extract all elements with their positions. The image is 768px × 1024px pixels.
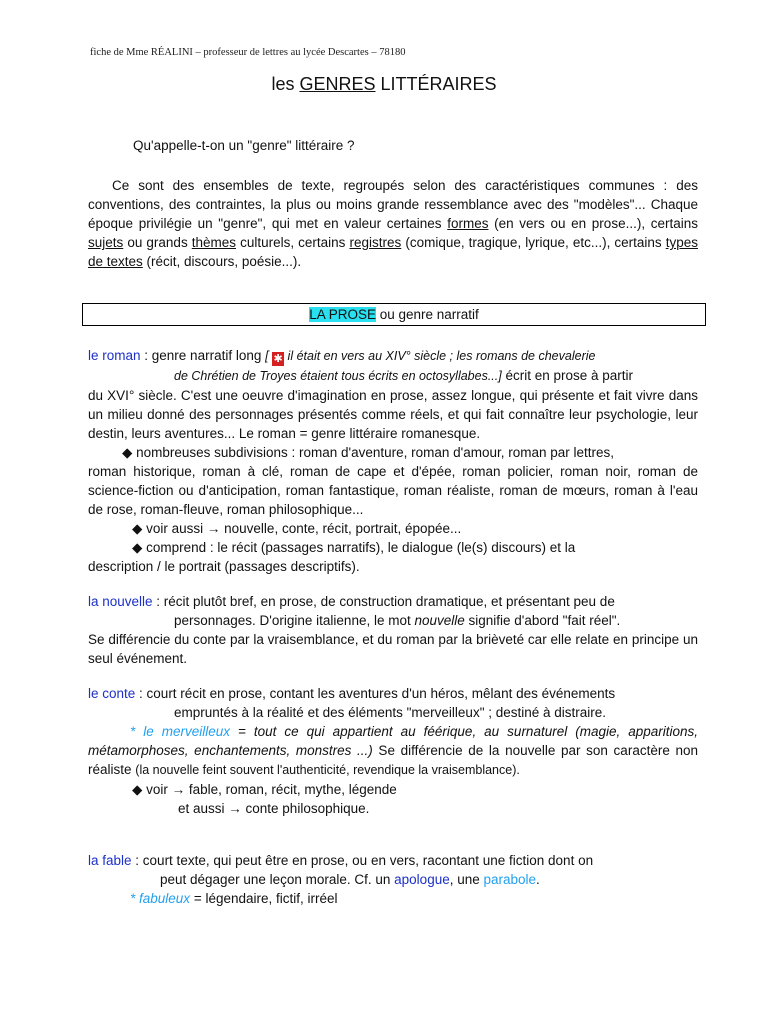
nouvelle-italic: nouvelle (414, 613, 465, 628)
intro-underline: formes (447, 216, 489, 231)
conte-voir: ◆ voir → fable, roman, récit, mythe, légende (132, 782, 397, 797)
term-merveilleux: merveilleux (161, 724, 231, 739)
highlight-prose: LA PROSE (309, 307, 376, 322)
bracket: [ (265, 349, 273, 363)
intro-text: culturels, certains (236, 235, 350, 250)
intro-text: (en vers ou en prose...), certains (488, 216, 698, 231)
term-fabuleux: fabuleux (139, 891, 191, 906)
nouvelle-text: Se différencie du conte par la vraisemblance, et du roman par la brièveté car elle relate en principe un seul événement. (88, 632, 698, 666)
title-prefix: les (271, 74, 300, 94)
title-underlined: GENRES (299, 74, 376, 94)
conte-aussi: et aussi → conte philosophique. (178, 801, 370, 816)
term-apologue: apologue (394, 872, 450, 887)
roman-bullet-3-rest: description / le portrait (passages descriptifs). (88, 559, 360, 574)
roman-bullet-1: ◆ nombreuses subdivisions : roman d'aventure, roman d'amour, roman par lettres, (122, 445, 615, 460)
page-header: fiche de Mme RÉALINI – professeur de lettres au lycée Descartes – 78180 (90, 47, 406, 58)
conte-text: empruntés à la réalité et des éléments "merveilleux" ; destiné à distraire. (174, 705, 607, 720)
conte-text: : court récit en prose, contant les aventures d'un héros, mêlant des événements (135, 686, 616, 701)
asterisk-icon: ✱ (273, 353, 283, 365)
page-title (0, 74, 768, 95)
intro-text: ou grands (123, 235, 192, 250)
conte-merveilleux (88, 722, 698, 780)
section-nouvelle (88, 592, 698, 668)
intro-text: Ce sont des ensembles de texte, regroupés selon des caractéristiques communes : des conventions, des contraintes, la plus ou moins grande ressemblance avec des "modèles"... Chaque époque privilégie un "genre", qui met en valeur certaines (88, 178, 698, 231)
term-fable: la fable (88, 853, 132, 868)
fable-text: , une (449, 872, 484, 887)
intro-text: (comique, tragique, lyrique, etc...), certains (401, 235, 666, 250)
term-conte: le conte (88, 686, 136, 701)
section-roman (88, 346, 698, 576)
nouvelle-text: signifie d'abord "fait réel". (464, 613, 621, 628)
roman-note: il était en vers au XIV° siècle ; les romans de chevalerie (284, 349, 596, 363)
section-conte (88, 684, 698, 818)
intro-text: (récit, discours, poésie...). (142, 254, 302, 269)
roman-bullet-2: ◆ voir aussi → nouvelle, conte, récit, portrait, épopée... (132, 521, 462, 536)
fable-text: . (536, 872, 540, 887)
intro-paragraph (88, 176, 698, 271)
roman-definition: écrit en prose à partir (501, 368, 634, 383)
term-nouvelle: la nouvelle (88, 594, 153, 609)
roman-body: du XVI° siècle. C'est une oeuvre d'imagination en prose, assez longue, qui présente et fait vivre dans un milieu donné des personnages présentés comme réels, et qui fait connaître leur psychologie, leur destin, leurs aventures... Le roman = genre littéraire romanesque. (88, 388, 698, 441)
intro-underline: sujets (88, 235, 124, 250)
roman-bullet-1-rest: roman historique, roman à clé, roman de cape et d'épée, roman policier, roman noir, roman de science-fiction ou d'anticipation, roman fantastique, roman réaliste, roman de mœurs, roman à l'eau de rose, roman-fleuve, roman philosophique... (88, 464, 698, 517)
question: Qu'appelle-t-on un "genre" littéraire ? (133, 138, 355, 153)
merveilleux-definition: = tout ce qui appartient au féérique, au surnaturel (magie, apparitions, métamorphoses, enchantements, monstres ...) (88, 724, 698, 758)
term-parabole: parabole (483, 872, 537, 887)
star-marker: * (130, 891, 140, 906)
title-suffix: LITTÉRAIRES (375, 74, 497, 94)
intro-underline: registres (349, 235, 402, 250)
section-fable (88, 851, 698, 908)
section-heading-prose (82, 303, 706, 326)
star-marker: * le (130, 724, 162, 739)
intro-underline: thèmes (191, 235, 237, 250)
roman-bullet-3: ◆ comprend : le récit (passages narratifs), le dialogue (le(s) discours) et la (132, 540, 576, 555)
intro-underline: types de textes (88, 235, 698, 269)
fabuleux-definition: = légendaire, fictif, irréel (190, 891, 338, 906)
roman-definition: : genre narratif long (140, 348, 266, 363)
roman-note: de Chrétien de Troyes étaient tous écrits en octosyllabes...] (174, 369, 502, 383)
nouvelle-text: personnages. D'origine italienne, le mot (174, 613, 415, 628)
term-roman: le roman (88, 348, 141, 363)
conte-small-note: (la nouvelle feint souvent l'authenticité, revendique la vraisemblance). (135, 763, 520, 777)
fable-text: peut dégager une leçon morale. Cf. un (160, 872, 395, 887)
conte-text: Se différencie de la nouvelle par son caractère non réaliste (88, 743, 699, 777)
fable-text: : court texte, qui peut être en prose, ou en vers, racontant une fiction dont on (131, 853, 594, 868)
nouvelle-text: : récit plutôt bref, en prose, de construction dramatique, et présentant peu de (152, 594, 615, 609)
heading-rest: ou genre narratif (375, 307, 479, 322)
